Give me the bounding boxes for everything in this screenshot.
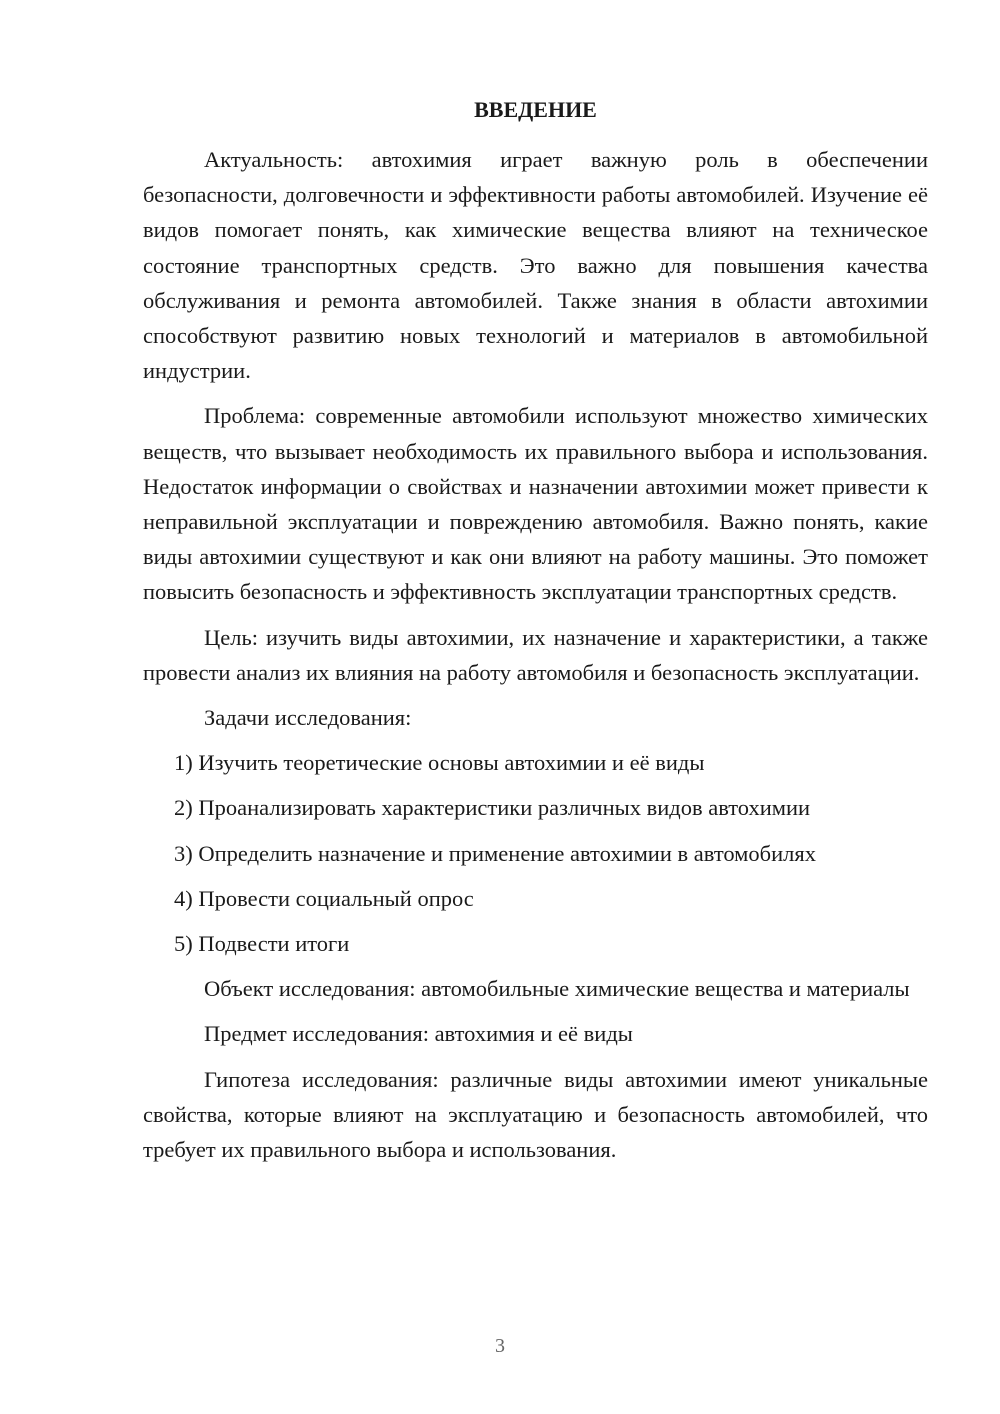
paragraph-relevance: Актуальность: автохимия играет важную роль в обеспечении безопасности, долговечности и эффективности работы автомобилей. Изучение её видов помогает понять, как химические вещества влияют на техническое состояние транспортных средств. Это важно для повышения качества обслуживания и ремонта автомобилей. Также знания в области автохимии способствуют развитию новых технологий и материалов в автомобильной индустрии. bbox=[143, 147, 928, 384]
page-title: ВВЕДЕНИЕ bbox=[474, 97, 597, 122]
page-number: 3 bbox=[495, 1335, 505, 1357]
task-item-5: 5) Подвести итоги bbox=[174, 931, 350, 957]
tasks-heading: Задачи исследования: bbox=[204, 705, 412, 731]
task-item-3: 3) Определить назначение и применение автохимии в автомобилях bbox=[174, 840, 816, 866]
paragraph-problem: Проблема: современные автомобили используют множество химических веществ, что вызывает необходимость их правильного выбора и использования. Недостаток информации о свойствах и назначении автохимии может привести к неправильной эксплуатации и повреждению автомобиля. Важно понять, какие виды автохимии существуют и как они влияют на работу машины. Это поможет повысить безопасность и эффективность эксплуатации транспортных средств. bbox=[143, 403, 928, 605]
paragraph-object: Объект исследования: автомобильные химические вещества и материалы bbox=[204, 976, 910, 1002]
task-item-2: 2) Проанализировать характеристики различных видов автохимии bbox=[174, 795, 811, 821]
task-item-4: 4) Провести социальный опрос bbox=[174, 885, 474, 911]
paragraph-goal: Цель: изучить виды автохимии, их назначение и характеристики, а также провести анализ их влияния на работу автомобиля и безопасность эксплуатации. bbox=[143, 624, 928, 685]
body-text bbox=[143, 142, 928, 1177]
paragraph-hypothesis: Гипотеза исследования: различные виды автохимии имеют уникальные свойства, которые влияют на эксплуатацию и безопасность автомобилей, что требует их правильного выбора и использования. bbox=[143, 1066, 928, 1163]
paragraph-subject: Предмет исследования: автохимия и её виды bbox=[204, 1021, 633, 1047]
task-item-1: 1) Изучить теоретические основы автохимии и её виды bbox=[174, 750, 705, 776]
